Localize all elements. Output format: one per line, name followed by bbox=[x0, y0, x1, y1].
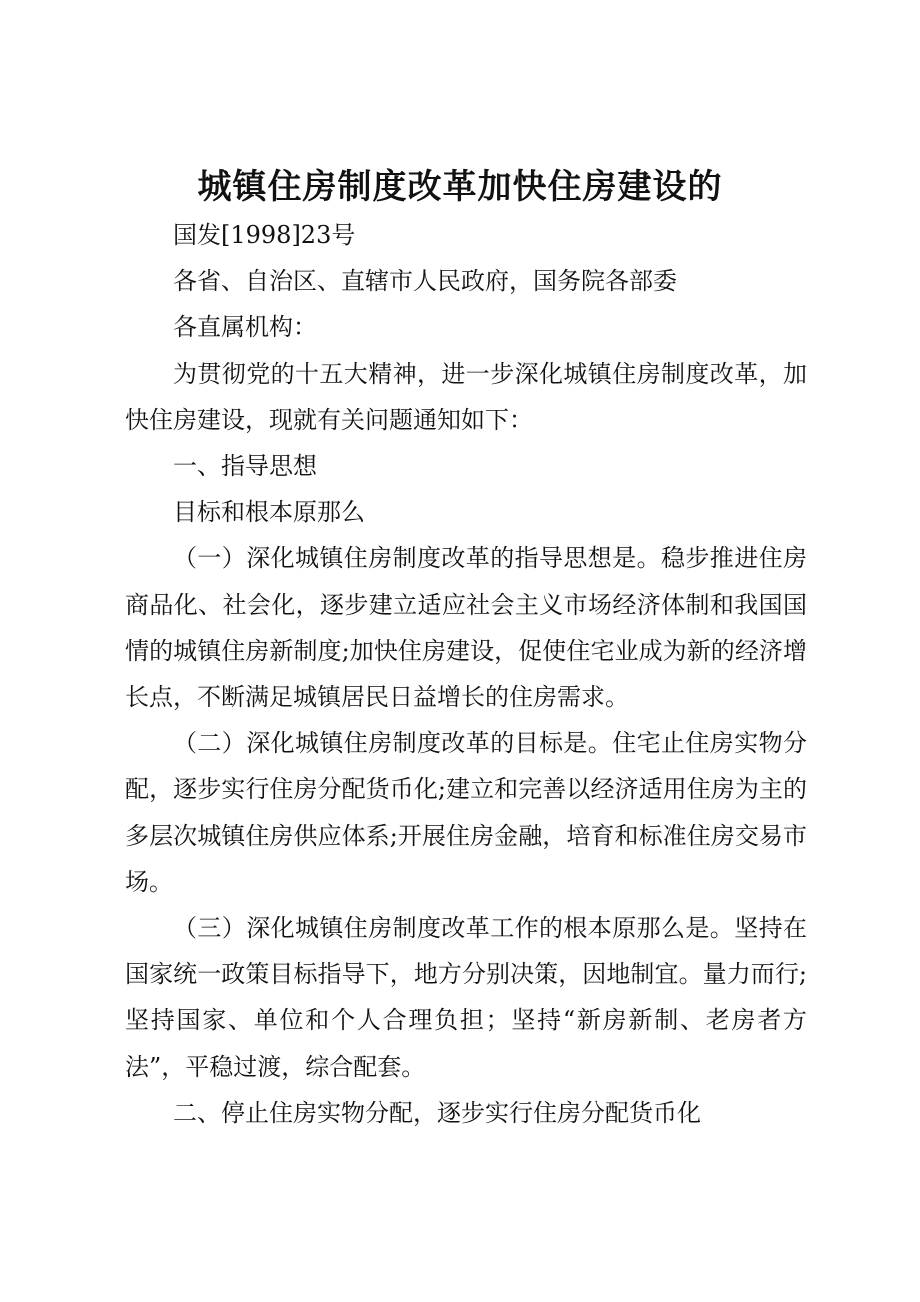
section-heading-1: 一、指导思想 bbox=[173, 452, 317, 481]
intro-paragraph: 为贯彻党的十五大精神，进一步深化城镇住房制度改革，加快住房建设，现就有关问题通知如下： bbox=[125, 359, 807, 434]
recipients-line-1: 各省、自治区、直辖市人民政府，国务院各部委 bbox=[173, 267, 677, 296]
recipients-line-2: 各直属机构： bbox=[173, 313, 317, 342]
document-title: 城镇住房制度改革加快住房建设的 bbox=[197, 167, 723, 207]
section-heading-2: 二、停止住房实物分配，逐步实行住房分配货币化 bbox=[173, 1098, 701, 1127]
document-number: 国发[1998]23号 bbox=[173, 221, 356, 249]
document-body bbox=[125, 212, 807, 1136]
paragraph-item-1: （一）深化城镇住房制度改革的指导思想是。稳步推进住房商品化、社会化，逐步建立适应社会主义市场经济体制和我国国情的城镇住房新制度;加快住房建设，促使住宅业成为新的经济增长点，不断满足城镇居民日益增长的住房需求。 bbox=[125, 544, 807, 712]
section-subheading-1: 目标和根本原那么 bbox=[173, 498, 365, 527]
paragraph-item-2: （二）深化城镇住房制度改革的目标是。住宅止住房实物分配，逐步实行住房分配货币化;建立和完善以经济适用住房为主的多层次城镇住房供应体系;开展住房金融，培育和标准住房交易市场。 bbox=[125, 729, 807, 896]
paragraph-item-3: （三）深化城镇住房制度改革工作的根本原那么是。坚持在国家统一政策目标指导下，地方分别决策，因地制宜。量力而行;坚持国家、单位和个人合理负担；坚持“新房新制、老房者方法”，平稳过渡，综合配套。 bbox=[125, 914, 807, 1081]
